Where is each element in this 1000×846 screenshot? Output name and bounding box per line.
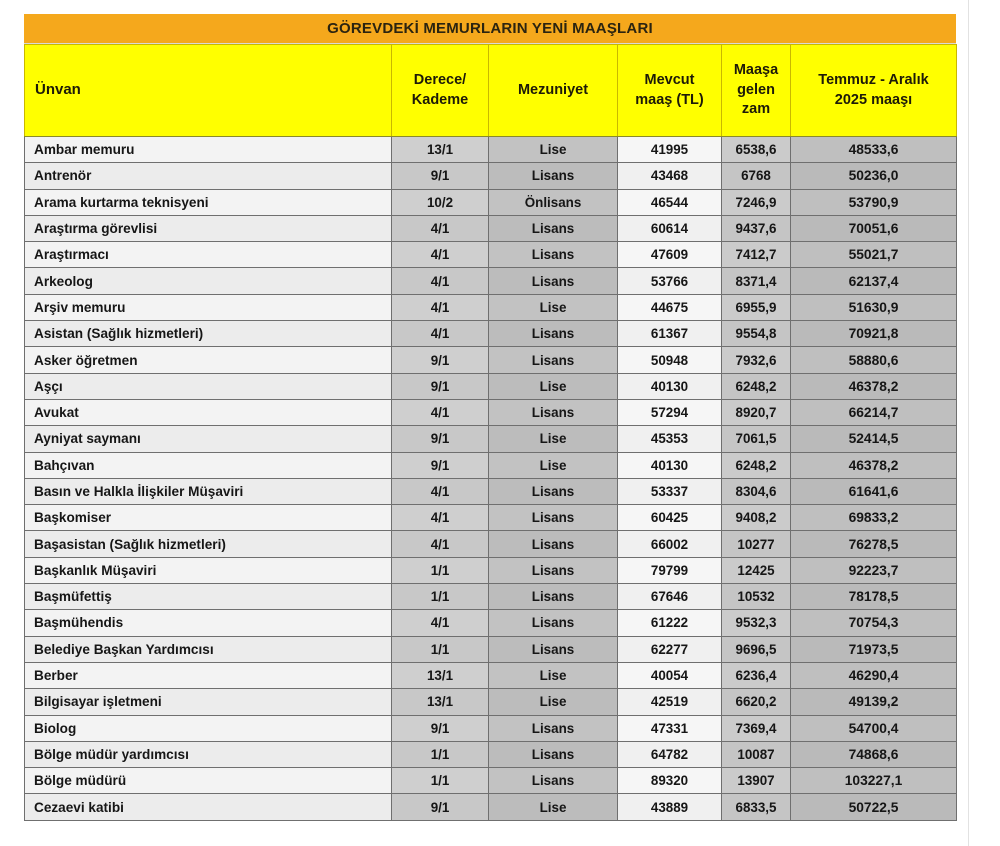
cell-maasa-gelen-zam: 6248,2 [722, 373, 791, 399]
cell-mevcut-maas: 64782 [618, 741, 722, 767]
cell-yeni-maas: 71973,5 [791, 636, 957, 662]
table-row[interactable] [25, 189, 957, 215]
table-row[interactable] [25, 399, 957, 425]
cell-mezuniyet: Lisans [489, 531, 618, 557]
cell-maasa-gelen-zam: 9532,3 [722, 610, 791, 636]
table-row[interactable] [25, 321, 957, 347]
cell-yeni-maas: 58880,6 [791, 347, 957, 373]
cell-mezuniyet: Lisans [489, 478, 618, 504]
cell-unvan: Başmüfettiş [25, 584, 392, 610]
table-row[interactable] [25, 768, 957, 794]
cell-yeni-maas: 70921,8 [791, 321, 957, 347]
cell-maasa-gelen-zam: 6236,4 [722, 662, 791, 688]
cell-derece-kademe: 4/1 [392, 321, 489, 347]
table-row[interactable] [25, 294, 957, 320]
cell-mevcut-maas: 57294 [618, 399, 722, 425]
cell-maasa-gelen-zam: 6955,9 [722, 294, 791, 320]
cell-unvan: Araştırmacı [25, 242, 392, 268]
cell-derece-kademe: 9/1 [392, 426, 489, 452]
cell-derece-kademe: 1/1 [392, 557, 489, 583]
salary-table [24, 44, 957, 821]
cell-mevcut-maas: 40130 [618, 452, 722, 478]
cell-mezuniyet: Lisans [489, 505, 618, 531]
table-row[interactable] [25, 242, 957, 268]
table-row[interactable] [25, 689, 957, 715]
cell-yeni-maas: 103227,1 [791, 768, 957, 794]
cell-mevcut-maas: 45353 [618, 426, 722, 452]
column-header-mevcut-maas[interactable] [618, 45, 722, 137]
cell-unvan: Avukat [25, 399, 392, 425]
cell-yeni-maas: 53790,9 [791, 189, 957, 215]
column-header-unvan[interactable]: Ünvan [25, 45, 392, 137]
column-header-zam-line3: zam [741, 101, 771, 118]
cell-derece-kademe: 4/1 [392, 294, 489, 320]
cell-maasa-gelen-zam: 9408,2 [722, 505, 791, 531]
table-header-row [25, 45, 957, 137]
column-header-derece-line1: Derece/ [413, 71, 467, 88]
cell-yeni-maas: 62137,4 [791, 268, 957, 294]
cell-mevcut-maas: 43468 [618, 163, 722, 189]
cell-mezuniyet: Lisans [489, 610, 618, 636]
column-header-zam-line2: gelen [737, 81, 775, 98]
cell-mevcut-maas: 79799 [618, 557, 722, 583]
table-row[interactable] [25, 505, 957, 531]
column-header-yeni-line2: 2025 maaşı [834, 91, 913, 108]
cell-mezuniyet: Lise [489, 294, 618, 320]
cell-yeni-maas: 70754,3 [791, 610, 957, 636]
cell-yeni-maas: 76278,5 [791, 531, 957, 557]
cell-unvan: Ayniyat saymanı [25, 426, 392, 452]
table-row[interactable] [25, 662, 957, 688]
table-row[interactable] [25, 741, 957, 767]
table-row[interactable] [25, 268, 957, 294]
cell-yeni-maas: 66214,7 [791, 399, 957, 425]
cell-mevcut-maas: 40054 [618, 662, 722, 688]
table-row[interactable] [25, 794, 957, 820]
cell-derece-kademe: 1/1 [392, 584, 489, 610]
cell-unvan: Başasistan (Sağlık hizmetleri) [25, 531, 392, 557]
salary-table-container [24, 14, 956, 821]
cell-maasa-gelen-zam: 9554,8 [722, 321, 791, 347]
table-row[interactable] [25, 163, 957, 189]
cell-derece-kademe: 4/1 [392, 531, 489, 557]
table-row[interactable] [25, 347, 957, 373]
cell-derece-kademe: 13/1 [392, 137, 489, 163]
cell-mezuniyet: Lise [489, 373, 618, 399]
cell-derece-kademe: 13/1 [392, 689, 489, 715]
cell-mezuniyet: Lisans [489, 347, 618, 373]
table-banner-title: GÖREVDEKİ MEMURLARIN YENİ MAAŞLARI [24, 14, 956, 44]
cell-mezuniyet: Lisans [489, 584, 618, 610]
page-divider [968, 0, 969, 846]
table-row[interactable] [25, 715, 957, 741]
cell-unvan: Bölge müdürü [25, 768, 392, 794]
cell-maasa-gelen-zam: 8920,7 [722, 399, 791, 425]
cell-maasa-gelen-zam: 10532 [722, 584, 791, 610]
cell-mezuniyet: Lisans [489, 215, 618, 241]
cell-mevcut-maas: 47331 [618, 715, 722, 741]
cell-unvan: Belediye Başkan Yardımcısı [25, 636, 392, 662]
cell-yeni-maas: 51630,9 [791, 294, 957, 320]
table-row[interactable] [25, 531, 957, 557]
table-row[interactable] [25, 137, 957, 163]
cell-derece-kademe: 4/1 [392, 399, 489, 425]
cell-mevcut-maas: 42519 [618, 689, 722, 715]
cell-derece-kademe: 1/1 [392, 741, 489, 767]
table-head [25, 45, 957, 137]
cell-maasa-gelen-zam: 7932,6 [722, 347, 791, 373]
column-header-zam-line1: Maaşa [733, 62, 779, 79]
cell-yeni-maas: 70051,6 [791, 215, 957, 241]
cell-mevcut-maas: 60425 [618, 505, 722, 531]
cell-maasa-gelen-zam: 8371,4 [722, 268, 791, 294]
column-header-temmuz-aralik-2025[interactable] [791, 45, 957, 137]
table-row[interactable] [25, 452, 957, 478]
cell-mevcut-maas: 61222 [618, 610, 722, 636]
cell-mezuniyet: Lisans [489, 242, 618, 268]
cell-yeni-maas: 61641,6 [791, 478, 957, 504]
cell-mezuniyet: Lisans [489, 268, 618, 294]
cell-mevcut-maas: 67646 [618, 584, 722, 610]
cell-mezuniyet: Lise [489, 452, 618, 478]
cell-maasa-gelen-zam: 7369,4 [722, 715, 791, 741]
cell-maasa-gelen-zam: 10277 [722, 531, 791, 557]
cell-mezuniyet: Lise [489, 662, 618, 688]
cell-derece-kademe: 4/1 [392, 610, 489, 636]
cell-mezuniyet: Lisans [489, 399, 618, 425]
cell-derece-kademe: 4/1 [392, 242, 489, 268]
column-header-derece-kademe[interactable] [392, 45, 489, 137]
cell-yeni-maas: 69833,2 [791, 505, 957, 531]
cell-derece-kademe: 9/1 [392, 452, 489, 478]
cell-yeni-maas: 50722,5 [791, 794, 957, 820]
cell-maasa-gelen-zam: 7246,9 [722, 189, 791, 215]
cell-unvan: Ambar memuru [25, 137, 392, 163]
cell-mezuniyet: Lisans [489, 768, 618, 794]
cell-mevcut-maas: 60614 [618, 215, 722, 241]
cell-yeni-maas: 74868,6 [791, 741, 957, 767]
cell-maasa-gelen-zam: 6620,2 [722, 689, 791, 715]
cell-unvan: Arşiv memuru [25, 294, 392, 320]
cell-maasa-gelen-zam: 7412,7 [722, 242, 791, 268]
cell-mevcut-maas: 61367 [618, 321, 722, 347]
cell-mevcut-maas: 47609 [618, 242, 722, 268]
cell-mevcut-maas: 44675 [618, 294, 722, 320]
cell-yeni-maas: 46290,4 [791, 662, 957, 688]
cell-unvan: Aşçı [25, 373, 392, 399]
cell-unvan: Başmühendis [25, 610, 392, 636]
table-row[interactable] [25, 478, 957, 504]
cell-mevcut-maas: 40130 [618, 373, 722, 399]
cell-mevcut-maas: 62277 [618, 636, 722, 662]
cell-maasa-gelen-zam: 9437,6 [722, 215, 791, 241]
cell-derece-kademe: 9/1 [392, 715, 489, 741]
cell-derece-kademe: 4/1 [392, 215, 489, 241]
column-header-mevcut-line2: maaş (TL) [635, 91, 704, 108]
cell-yeni-maas: 46378,2 [791, 452, 957, 478]
cell-derece-kademe: 4/1 [392, 268, 489, 294]
cell-unvan: Araştırma görevlisi [25, 215, 392, 241]
table-row[interactable] [25, 426, 957, 452]
cell-mezuniyet: Önlisans [489, 189, 618, 215]
cell-unvan: Arkeolog [25, 268, 392, 294]
cell-mevcut-maas: 41995 [618, 137, 722, 163]
column-header-maasa-gelen-zam[interactable] [722, 45, 791, 137]
cell-maasa-gelen-zam: 7061,5 [722, 426, 791, 452]
cell-unvan: Bilgisayar işletmeni [25, 689, 392, 715]
cell-mezuniyet: Lise [489, 794, 618, 820]
cell-mezuniyet: Lisans [489, 557, 618, 583]
cell-unvan: Bahçıvan [25, 452, 392, 478]
cell-derece-kademe: 9/1 [392, 163, 489, 189]
cell-yeni-maas: 92223,7 [791, 557, 957, 583]
cell-unvan: Asker öğretmen [25, 347, 392, 373]
cell-mezuniyet: Lise [489, 137, 618, 163]
cell-yeni-maas: 46378,2 [791, 373, 957, 399]
table-row[interactable] [25, 584, 957, 610]
cell-derece-kademe: 13/1 [392, 662, 489, 688]
cell-mevcut-maas: 53337 [618, 478, 722, 504]
cell-derece-kademe: 1/1 [392, 636, 489, 662]
cell-mevcut-maas: 89320 [618, 768, 722, 794]
cell-mezuniyet: Lisans [489, 715, 618, 741]
cell-unvan: Basın ve Halkla İlişkiler Müşaviri [25, 478, 392, 504]
cell-yeni-maas: 48533,6 [791, 137, 957, 163]
table-row[interactable] [25, 373, 957, 399]
column-header-derece-line2: Kademe [411, 91, 469, 108]
cell-maasa-gelen-zam: 9696,5 [722, 636, 791, 662]
table-row[interactable] [25, 610, 957, 636]
cell-unvan: Biolog [25, 715, 392, 741]
cell-derece-kademe: 9/1 [392, 794, 489, 820]
cell-mezuniyet: Lisans [489, 321, 618, 347]
cell-mevcut-maas: 50948 [618, 347, 722, 373]
cell-maasa-gelen-zam: 6768 [722, 163, 791, 189]
cell-mevcut-maas: 66002 [618, 531, 722, 557]
table-row[interactable] [25, 557, 957, 583]
cell-derece-kademe: 4/1 [392, 478, 489, 504]
cell-derece-kademe: 9/1 [392, 373, 489, 399]
cell-derece-kademe: 4/1 [392, 505, 489, 531]
cell-maasa-gelen-zam: 8304,6 [722, 478, 791, 504]
table-row[interactable] [25, 215, 957, 241]
cell-unvan: Asistan (Sağlık hizmetleri) [25, 321, 392, 347]
cell-maasa-gelen-zam: 6538,6 [722, 137, 791, 163]
cell-maasa-gelen-zam: 6248,2 [722, 452, 791, 478]
cell-unvan: Başkanlık Müşaviri [25, 557, 392, 583]
cell-mezuniyet: Lise [489, 689, 618, 715]
column-header-yeni-line1: Temmuz - Aralık [818, 71, 929, 88]
cell-yeni-maas: 52414,5 [791, 426, 957, 452]
table-body [25, 137, 957, 821]
cell-unvan: Berber [25, 662, 392, 688]
cell-maasa-gelen-zam: 6833,5 [722, 794, 791, 820]
cell-unvan: Bölge müdür yardımcısı [25, 741, 392, 767]
cell-maasa-gelen-zam: 13907 [722, 768, 791, 794]
cell-mezuniyet: Lisans [489, 636, 618, 662]
column-header-mezuniyet[interactable]: Mezuniyet [489, 45, 618, 137]
cell-mezuniyet: Lise [489, 426, 618, 452]
cell-yeni-maas: 50236,0 [791, 163, 957, 189]
cell-mezuniyet: Lisans [489, 163, 618, 189]
cell-unvan: Antrenör [25, 163, 392, 189]
cell-unvan: Arama kurtarma teknisyeni [25, 189, 392, 215]
cell-maasa-gelen-zam: 10087 [722, 741, 791, 767]
cell-mezuniyet: Lisans [489, 741, 618, 767]
cell-derece-kademe: 1/1 [392, 768, 489, 794]
cell-unvan: Cezaevi katibi [25, 794, 392, 820]
column-header-mevcut-line1: Mevcut [644, 71, 695, 88]
cell-derece-kademe: 10/2 [392, 189, 489, 215]
cell-mevcut-maas: 46544 [618, 189, 722, 215]
cell-maasa-gelen-zam: 12425 [722, 557, 791, 583]
cell-yeni-maas: 49139,2 [791, 689, 957, 715]
cell-mevcut-maas: 43889 [618, 794, 722, 820]
cell-yeni-maas: 78178,5 [791, 584, 957, 610]
table-row[interactable] [25, 636, 957, 662]
cell-yeni-maas: 54700,4 [791, 715, 957, 741]
cell-mevcut-maas: 53766 [618, 268, 722, 294]
cell-derece-kademe: 9/1 [392, 347, 489, 373]
cell-unvan: Başkomiser [25, 505, 392, 531]
cell-yeni-maas: 55021,7 [791, 242, 957, 268]
